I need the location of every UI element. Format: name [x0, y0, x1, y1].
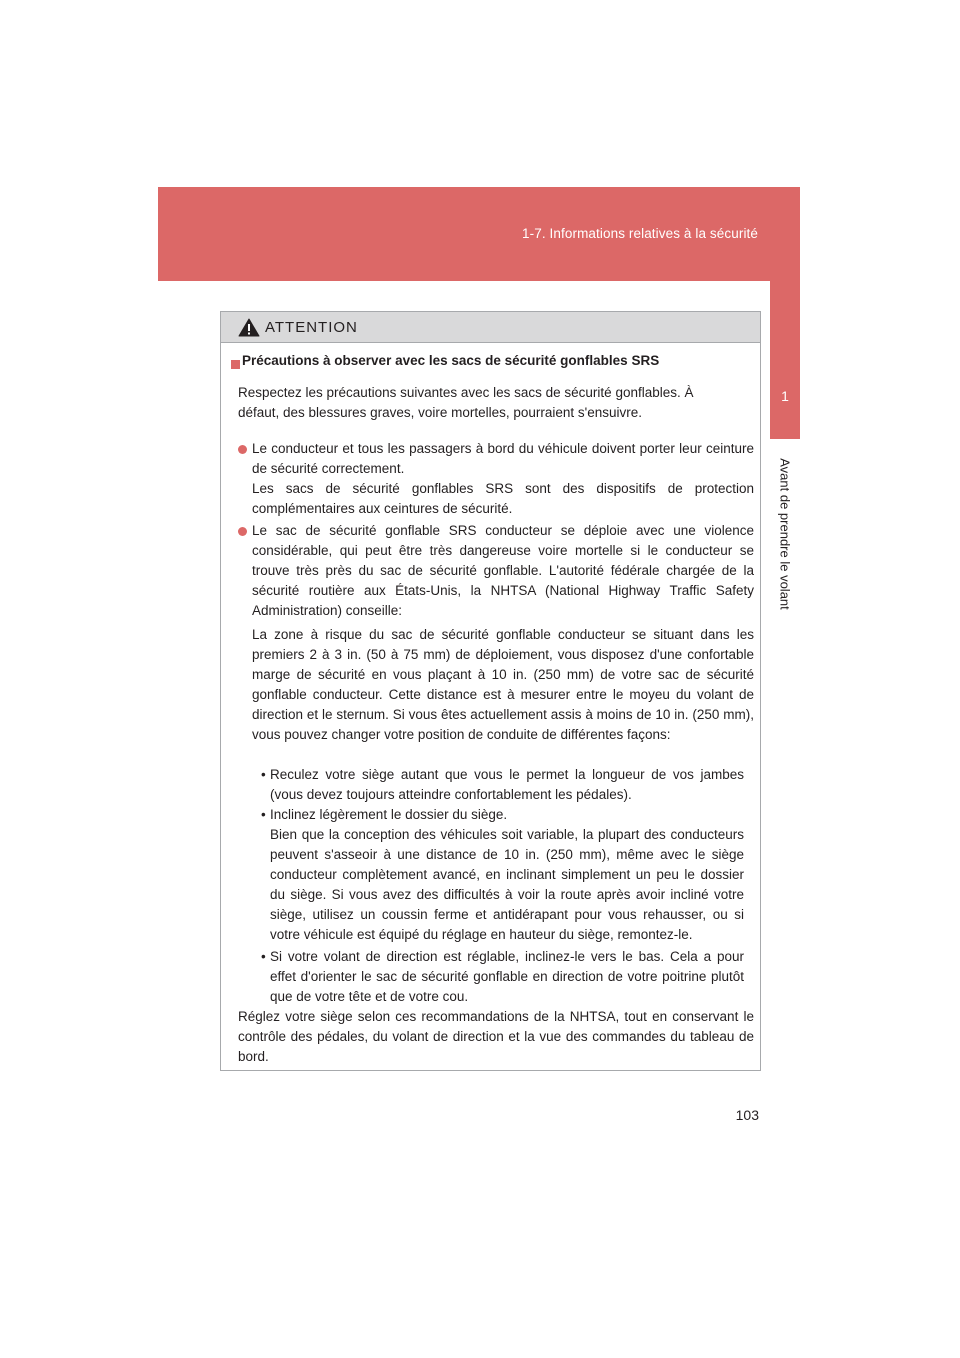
bullet-dot — [238, 445, 247, 454]
chapter-tab — [770, 281, 800, 439]
warning-triangle-icon — [238, 318, 260, 337]
page-number: 103 — [735, 1107, 759, 1123]
sub-item-bullet: • — [261, 767, 266, 782]
bullet-1-line-2: Les sacs de sécurité gonflables SRS sont des dispositifs de protection complémentaires aux ceintures de sécurité. — [252, 481, 754, 516]
warning-heading: Précautions à observer avec les sacs de sécurité gonflables SRS — [242, 353, 660, 368]
sub-item-2: Inclinez légèrement le dossier du siège. — [270, 807, 508, 822]
warning-box — [220, 311, 761, 1071]
heading-square-marker — [231, 360, 240, 369]
header-band — [158, 187, 800, 281]
chapter-label: Avant de prendre le volant — [777, 458, 793, 610]
bullet-1-line-1: Le conducteur et tous les passagers à bord du véhicule doivent porter leur ceinture de sécurité correctement. — [252, 441, 754, 476]
bullet-dot — [238, 527, 247, 536]
warning-header — [221, 312, 760, 343]
sub-item-3: Si votre volant de direction est réglable, inclinez-le vers le bas. Cela a pour effet d'orienter le sac de sécurité gonflable en direction de votre poitrine plutôt que de votre tête et de votre cou. — [270, 949, 744, 1004]
section-title: 1-7. Informations relatives à la sécurité — [522, 226, 758, 241]
sub-item-1: Reculez votre siège autant que vous le permet la longueur de vos jambes (vous devez toujours atteindre confortablement les pédales). — [270, 767, 744, 802]
sub-item-bullet: • — [261, 949, 266, 964]
warning-title: ATTENTION — [265, 319, 358, 336]
sub-item-bullet: • — [261, 807, 266, 822]
intro-text: Respectez les précautions suivantes avec les sacs de sécurité gonflables. À défaut, des blessures graves, voire mortelles, pourraient s'ensuivre. — [238, 385, 694, 420]
bullet-2-text: Le sac de sécurité gonflable SRS conducteur se déploie avec une violence considérable, qui peut être très dangereuse voire mortelle si le conducteur se trouve très près du sac de sécurité gonflable. L'autorité fédérale chargée de la sécurité routière aux États-Unis, la NHTSA (National Highway Traffic Safety Administration) conseille: — [252, 523, 754, 618]
sub-item-2-detail: Bien que la conception des véhicules soit variable, la plupart des conducteurs peuvent s'asseoir à une distance de 10 in. (250 mm), même avec le siège conducteur complètement avancé, en inclinant simplement un peu le dossier du siège. Si vous avez des difficultés à voir la route après avoir incliné votre siège, utilisez un coussin ferme et antidérapant pour vous rehausser, ou si votre véhicule est équipé du réglage en hauteur du siège, remontez-le. — [270, 827, 744, 942]
chapter-number: 1 — [781, 388, 789, 404]
closing-text: Réglez votre siège selon ces recommandations de la NHTSA, tout en conservant le contrôle des pédales, du volant de direction et la vue des commandes du tableau de bord. — [238, 1009, 754, 1064]
bullet-2-advice: La zone à risque du sac de sécurité gonflable conducteur se situant dans les premiers 2 à 3 in. (50 à 75 mm) de déploiement, vous disposez d'une confortable marge de sécurité en vous plaçant à 10 in. (250 mm) de votre sac de sécurité gonflable conducteur. Cette distance est à mesurer entre le moyeu du volant de direction et le sternum. Si vous êtes actuellement assis à moins de 10 in. (250 mm), vous pouvez changer votre position de conduite de différentes façons: — [252, 627, 754, 742]
